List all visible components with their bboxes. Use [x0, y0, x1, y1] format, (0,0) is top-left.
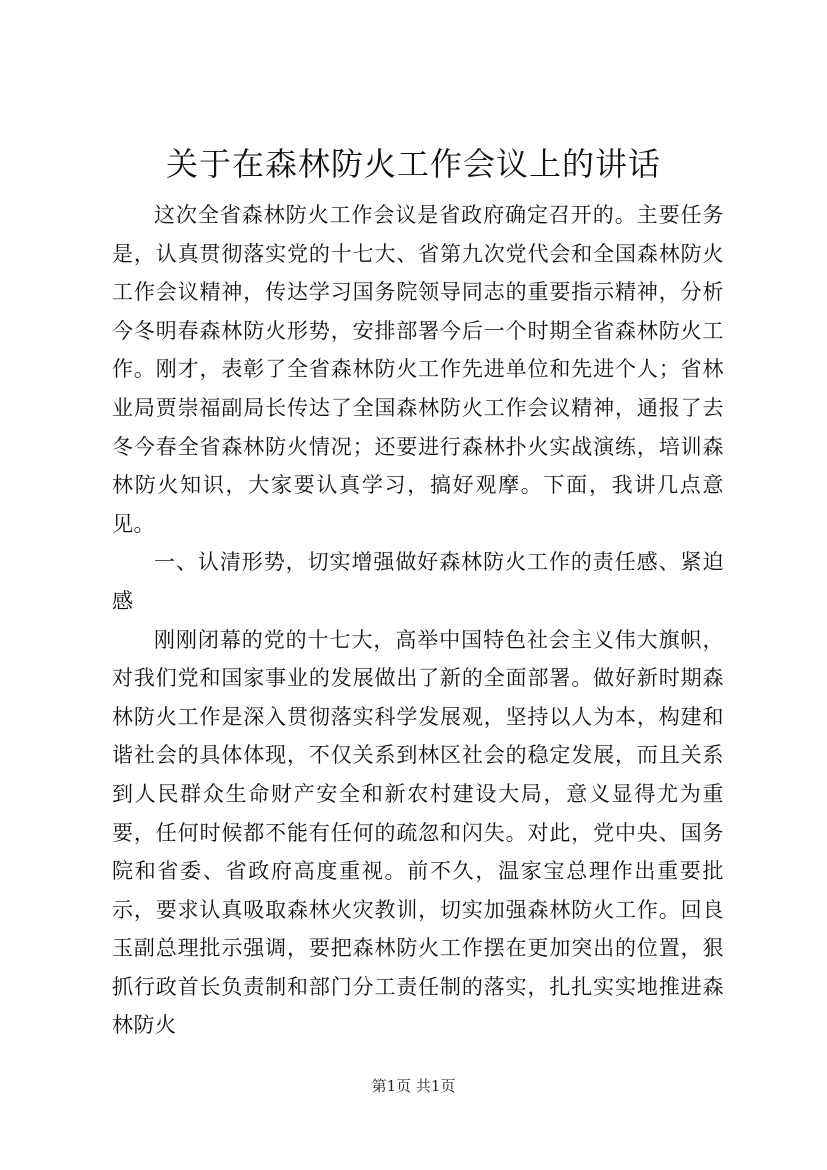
page-footer: 第1页 共1页: [371, 1077, 456, 1095]
section-heading-1: 一、认清形势，切实增强做好森林防火工作的责任感、紧迫感: [112, 550, 724, 613]
document-title: 关于在森林防火工作会议上的讲话: [165, 145, 661, 183]
paragraph-intro: 这次全省森林防火工作会议是省政府确定召开的。主要任务是，认真贯彻落实党的十七大、省第九次党代会和全国森林防火工作会议精神，传达学习国务院领导同志的重要指示精神，分析今冬明春森林防火形势，安排部署今后一个时期全省森林防火工作。刚才，表彰了全省森林防火工作先进单位和先进个人；省林业局贾崇福副局长传达了全国森林防火工作会议精神，通报了去冬今春全省森林防火情况；还要进行森林扑火实战演练，培训森林防火知识，大家要认真学习，搞好观摩。下面，我讲几点意见。: [112, 203, 724, 536]
paragraph-section-1: 刚刚闭幕的党的十七大，高举中国特色社会主义伟大旗帜，对我们党和国家事业的发展做出了新的全面部署。做好新时期森林防火工作是深入贯彻落实科学发展观，坚持以人为本，构建和谐社会的具体体现，不仅关系到林区社会的稳定发展，而且关系到人民群众生命财产安全和新农村建设大局，意义显得尤为重要，任何时候都不能有任何的疏忽和闪失。对此，党中央、国务院和省委、省政府高度重视。前不久，温家宝总理作出重要批示，要求认真吸取森林火灾教训，切实加强森林防火工作。回良玉副总理批示强调，要把森林防火工作摆在更加突出的位置，狠抓行政首长负责制和部门分工责任制的落实，扎扎实实地推进森林防火: [112, 627, 724, 1038]
document-body: [112, 196, 724, 1045]
